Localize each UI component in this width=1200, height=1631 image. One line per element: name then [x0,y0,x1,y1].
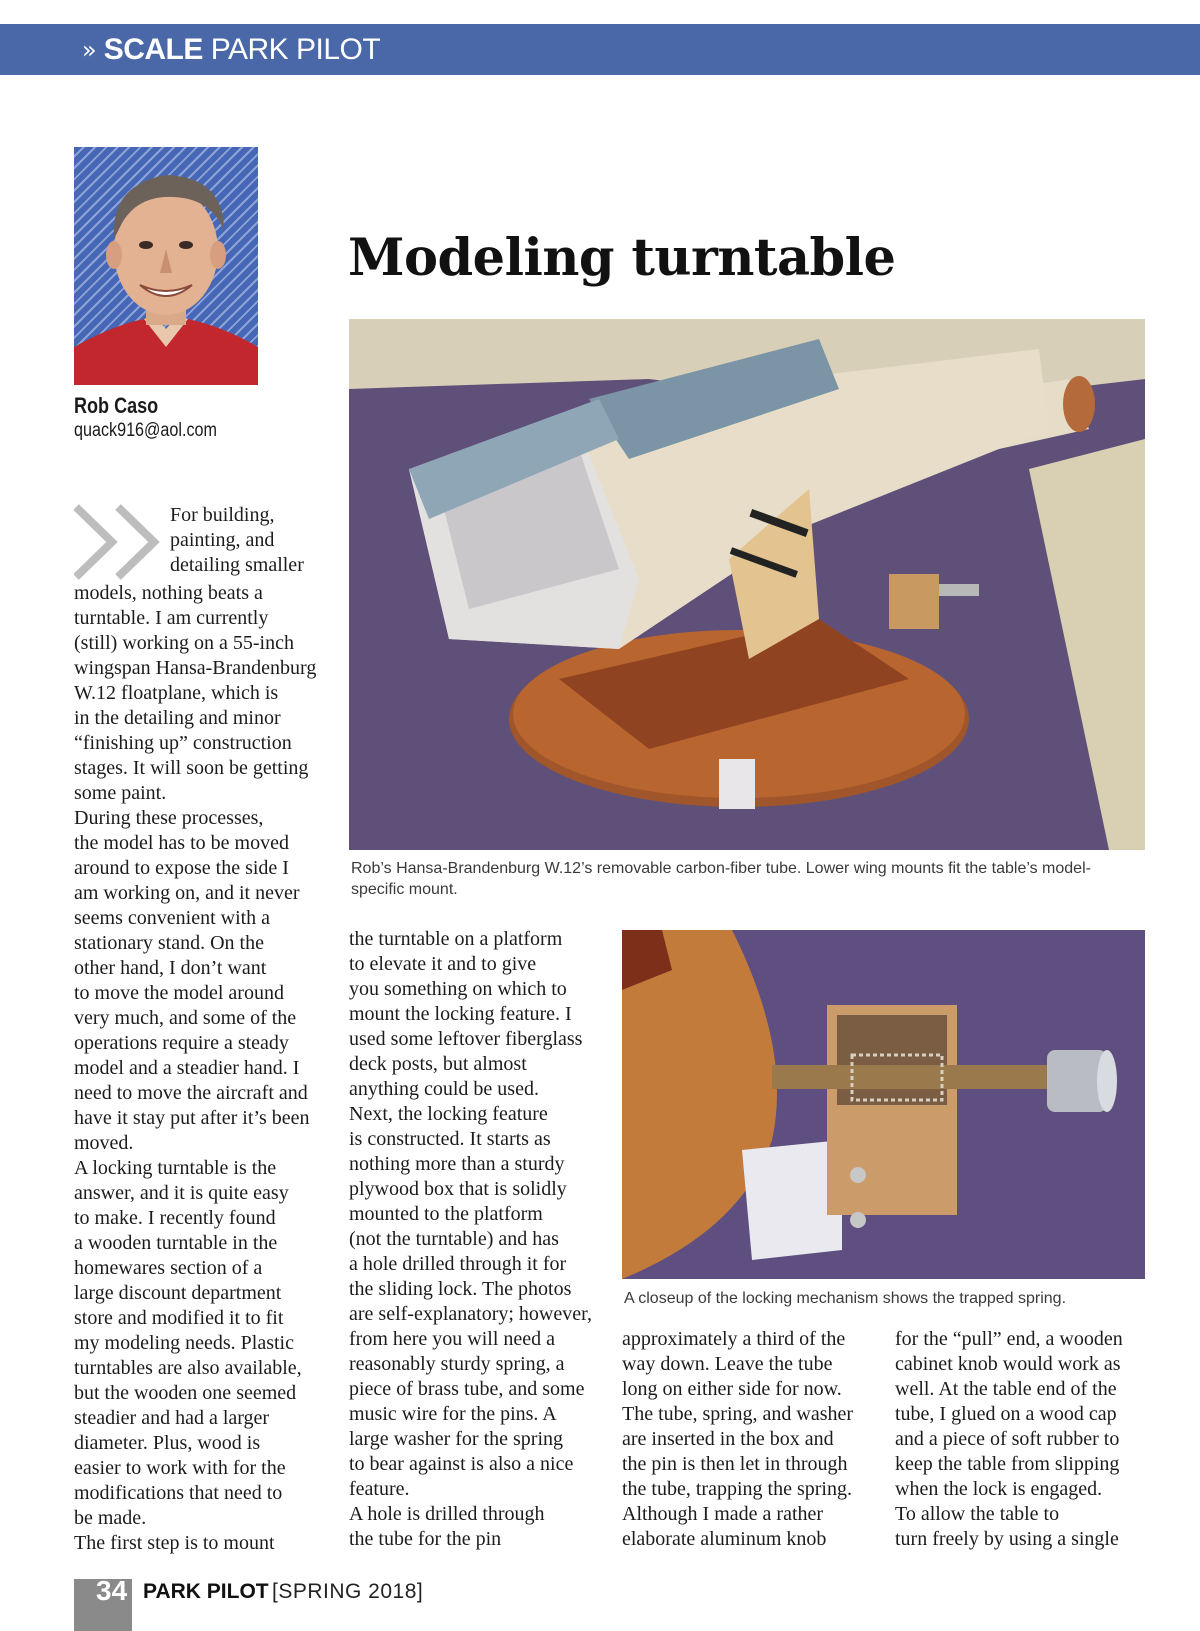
page-number: 34 [96,1575,128,1606]
section-title [104,33,381,67]
article-column-3 [622,1327,882,1552]
author-email[interactable]: quack916@aol.com [74,420,217,441]
lead-paragraph [74,503,344,581]
author-name: Rob Caso [74,393,159,418]
column-2-text: the turntable on a platform to elevate it and to give you something on which to mount the locking feature. I used some leftover fiberglass deck posts, but almost anything could be used. Next, the locking feature is constructed. It starts as nothing more than a sturdy plywood box that is solidly mounted to the platform (not the turntable) and has a hole drilled through it for the sliding lock. The photos are self-explanatory; however, from here you will need a reasonably sturdy spring, a piece of brass tube, and some music wire for the pins. A large washer for the spring to bear against is also a nice feature. A hole is drilled through the tube for the pin [349,928,592,1550]
double-chevron-icon [74,503,170,581]
double-chevron-icon: » [82,35,94,64]
section-header-bar [0,24,1200,75]
magazine-name: PARK PILOT [143,1580,269,1603]
main-photo-caption: Rob’s Hansa-Brandenburg W.12’s removable carbon-fiber tube. Lower wing mounts fit the table’s model-specific mount. [351,860,1091,898]
article-column-2 [349,927,609,1552]
column-3-text: approximately a third of the way down. Leave the tube long on either side for now. The tube, spring, and washer are inserted in the box and the pin is then let in through the tube, trapping the spring. Although I made a rather elaborate aluminum knob [622,1328,854,1550]
section-title-bold: SCALE [103,32,203,66]
section-title-rest: PARK PILOT [202,32,381,66]
issue-label: [SPRING 2018] [272,1580,424,1603]
article-headline: Modeling turntable [348,228,896,288]
turntable-photo [349,319,1145,850]
author-photo [74,147,258,385]
article-column-4 [895,1327,1155,1552]
column-4-text: for the “pull” end, a wooden cabinet knob would work as well. At the table end of the tube, I glued on a wood cap and a piece of soft rubber to keep the table from slipping when the lock is engaged. To allow the table to turn freely by using a single [895,1328,1123,1550]
lead-text: For building, painting, and detailing smaller [170,504,304,576]
column-1-text: models, nothing beats a turntable. I am currently (still) working on a 55-inch wingspan Hansa-Brandenburg W.12 floatplane, which is in the detailing and minor “finishing up” construction stages. It will soon be getting some paint. During these processes, the model has to be moved around to expose the side I am working on, and it never seems convenient with a stationary stand. On the other hand, I don’t want to move the model around very much, and some of the operations require a steady model and a steadier hand. I need to move the aircraft and have it stay put after it’s been moved. A locking turntable is the answer, and it is quite easy to make. I recently found a wooden turntable in the homewares section of a large discount department store and modified it to fit my modeling needs. Plastic turntables are also available, but the wooden one seemed steadier and had a larger diameter. Plus, wood is easier to work with for the modifications that need to be made. The first step is to mount [74,582,317,1554]
locking-mechanism-photo [622,930,1145,1279]
article-column-1 [74,503,344,1556]
second-photo-caption: A closeup of the locking mechanism shows the trapped spring. [624,1290,1067,1307]
